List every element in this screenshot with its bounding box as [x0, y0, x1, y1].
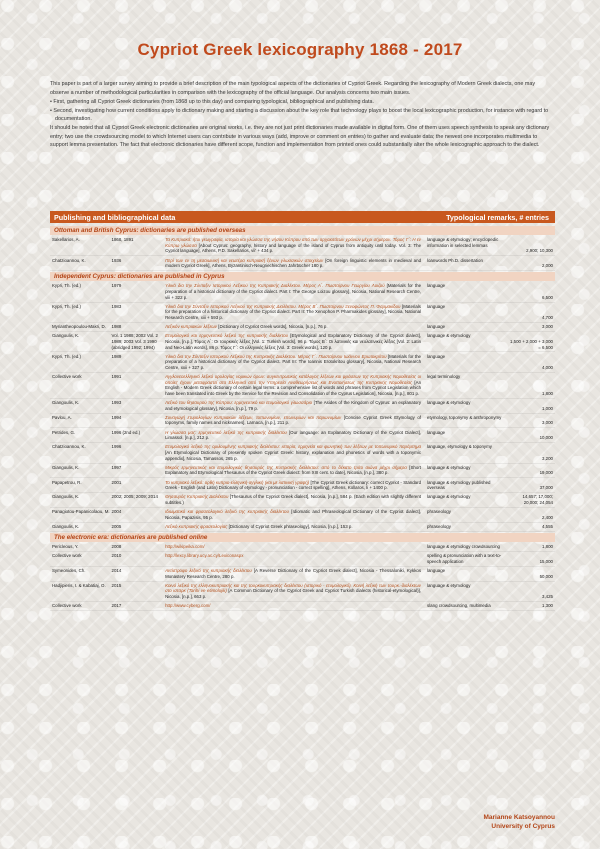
author-cell: Symeonides, Ch.: [52, 568, 86, 574]
typology-cell: language & etymology published overseas: [427, 479, 491, 491]
table-header: [50, 211, 555, 223]
english-title: [The Asides of the Kingdom of Cyprus: an explanatory and etymological glossary], Nicosia, [n.p.], 79 p.: [165, 400, 422, 411]
author-cell: Giangoulis, K.: [52, 494, 80, 500]
typology-cell: language, etymology & toponymy: [427, 444, 492, 450]
typology-cell: language & etymology crowdsourcing: [427, 544, 500, 550]
author-name: Marianne Katsoyannou: [483, 814, 555, 821]
author-cell: Panagiotou-Papanicolaou, M.: [52, 509, 110, 515]
title-cell: [165, 304, 427, 321]
entries-cell: 1,800: [542, 544, 553, 550]
entries-cell: 14,657; 17,000; 20,000; 24,054: [522, 494, 553, 505]
author-cell: Collective work: [52, 553, 82, 559]
year-cell: 1936: [111, 257, 122, 263]
title-cell: [165, 374, 427, 396]
english-title: [Our language: an Explanatory Dictionary of the Cypriot Dialect], Limassol, [n.p.], 212 p.: [165, 429, 422, 441]
title-cell: [165, 333, 427, 350]
author-cell: Papapetrou, R.: [52, 479, 82, 485]
entries-cell: 37,000: [539, 485, 553, 491]
english-title: [On foreign linguistic elements in medieval and modern Cypriot Greek], Athens, Byzantinisch-Neugriechischen Jahrbücher 180 p.: [165, 257, 422, 269]
table-row: [50, 582, 555, 602]
title-cell: [165, 430, 427, 441]
title-cell: [165, 494, 427, 505]
typology-cell: phraseology: [427, 523, 451, 529]
year-cell: 1979: [111, 283, 122, 289]
greek-title: Το κυπριακό λεξικό: ορθή κυπριο-ελληνική-αγγλική (και με λατινική γραφή): [165, 479, 310, 485]
dictionary-table: [50, 225, 555, 611]
author-cell: Pavlou, A.: [52, 414, 72, 420]
intro-paragraph-1: This paper is part of a larger survey aiming to provide a brief description of the main typological aspects of the dictionaries of Cypriot Greek. Regarding the lexicography of Modern Greek dialects, one may observe a number of methodological particularities in comparison with the lexicography of the official language. Our analysis concerns two main issues.: [50, 81, 536, 96]
year-cell: 1991: [111, 374, 122, 380]
greek-title: Περί των εν τη μεσαιωνική και νεωτέρα κυπριακή ξένων γλωσσικών στοιχείων: [165, 257, 324, 263]
greek-title: Αγγλονεοελληνικό λεξικό ορολογίας νομικών όρων: συγκεντρωτικός κατάλογος λέξεων και φράσεων της Κυπριακής Νομοθεσίας οι οποίες έχουν μεταφραστεί στα Ελληνικά από την Υπηρεσία Αναθεωρήσεως και Ενοποιήσεως της Κυπριακής Νομοθεσίας: [165, 374, 422, 385]
english-title: [Dictionary of Cypriot Greek words], Nicosia, [n.p.], 76 p.: [217, 324, 328, 330]
entries-cell: 19,000: [539, 470, 553, 476]
english-title: [A Common Dictionary of the Cypriot Greek and Cypriot Turkish dialects (historical-etymological)], Nicosia, [n.p.], 663 p.: [165, 588, 422, 600]
typology-cell: legal terminology: [427, 374, 461, 380]
intro-text: [50, 80, 555, 151]
author-cell: Giangoulis, K.: [52, 464, 80, 470]
typology-cell: language & etymology: [427, 333, 471, 339]
title-cell: [165, 415, 427, 426]
year-cell: 1983: [111, 303, 122, 309]
greek-title: Ετυμολογικό και ερμηνευτικό λεξικό της κυπριακής διαλέκτου: [165, 333, 289, 339]
typology-cell: language: [427, 568, 446, 574]
year-cell: 2015: [111, 582, 122, 588]
english-title: [Thesaurus of the Cypriot Greek dialect], Nicosia, [n.p.], 584 p. (Each edition with slightly different subtitles.): [165, 494, 422, 505]
title-cell: [165, 480, 427, 491]
dictionary-link[interactable]: http://www.cyberg.com/: [165, 603, 211, 609]
english-title: [Materials for the preparation of a historical dictionary of the Cypriot dialect. Part II: The Xenophon P. Pharmakides glossary], Nicosia, National Research Centre, xiii + 593 p.: [165, 303, 422, 321]
author-cell: Chatzioannou, K.: [52, 257, 86, 263]
entries-cell: 3,000: [542, 420, 553, 426]
typology-cell: phraseology: [427, 509, 451, 515]
english-title: [Materials for the preparation of a historical dictionary of the Cypriot dialect. Part III: The Ioannis Erotokritou glossary], Nicosia, National Research Centre, xxii + 327 p.: [165, 353, 422, 370]
entries-cell: 4,700: [542, 315, 553, 321]
entries-cell: 6,500: [542, 294, 553, 300]
greek-title: Ετυμολογικό λεξικό της ομιλουμένης κυπριακής διαλέκτου: ιστορία, ερμηνεία και φωνητική των λέξεων με τοπωνυμικό παράρτημα: [165, 444, 422, 450]
entries-cell: 3,000: [542, 324, 553, 330]
author-cell: Collective work: [52, 603, 82, 609]
typology-cell: language: [427, 429, 446, 435]
title-cell: [165, 237, 427, 254]
table-row: [50, 478, 555, 493]
table-row: [50, 464, 555, 479]
title-cell: [165, 603, 427, 609]
author-cell: Kypri, Th. (ed.): [52, 353, 81, 359]
entries-cell: 2,000: [542, 263, 553, 269]
title-cell: [165, 283, 427, 300]
table-row: [50, 303, 555, 323]
greek-title: Αντίστροφο λεξικό της κυπριακής διαλέκτου: [165, 568, 252, 574]
title-cell: [165, 444, 427, 461]
typology-cell: language & etymology: [427, 464, 471, 470]
author-cell: Collective work: [52, 374, 82, 380]
entries-cell: 15,000: [539, 558, 553, 564]
author-cell: Myriantheopoulou-Makri, D.: [52, 324, 106, 330]
typology-cell: slang crowdsourcing, multimedia: [427, 603, 491, 609]
title-cell: [165, 354, 427, 371]
year-cell: 2010: [111, 553, 122, 559]
english-title: [A Reverse Dictionary of the Cypriot Greek dialect], Nicosia - Thessaloniki, Kykkos Monastery Research Centre, 280 p.: [165, 568, 422, 579]
table-row: [50, 508, 555, 523]
author-cell: Hadjipieris, I. & Kabatiaj, O.: [52, 582, 106, 588]
typology-cell: language: [427, 353, 446, 359]
typology-cell: language & etymology: [427, 494, 471, 500]
typology-cell: language & etymology; encyclopedic information in selected lemmas: [427, 237, 499, 248]
typology-cell: language: [427, 324, 446, 330]
greek-title: Υλικά δια την Σύνταξιν Ιστορικού Λεξικού της Κυπριακής Διαλέκτου. Μέρος Γ΄. Πωσταίρνου Ιωάννου Ερωτοκρίτου: [165, 353, 387, 359]
table-row: [50, 236, 555, 256]
year-cell: 2017: [111, 603, 122, 609]
greek-title: Συναγωγή ετυμολογίων Κυπριακών λέξεων, τοπωνυμίων, επωνυμίων και παρωνυμίων: [165, 414, 342, 420]
greek-title: Θησαυρός Κυπριακής Διαλέκτου: [165, 494, 229, 500]
table-row: [50, 443, 555, 463]
entries-cell: 50,000: [539, 573, 553, 579]
table-row: [50, 552, 555, 567]
english-title: [About Cyprus: geography, history and language of the island of Cyprus from antiquity until today. Vol. 3: The Cypriot language], Athens, P.D. Sakellarios, vii' + 434 p.: [165, 242, 422, 254]
entries-cell: 1,300: [542, 603, 553, 609]
dictionary-link[interactable]: http://lexcy.library.ucy.ac.cy/Lexiconaspx: [165, 553, 244, 559]
dictionary-link[interactable]: http://wikipeika.com/: [165, 544, 205, 550]
page-title: Cypriot Greek lexicography 1868 - 2017: [137, 40, 463, 59]
english-title: [An English - Modern Greek dictionary of certain legal terms: a comprehensive list of words and phrases from Cypriot Legislation which have been translated into Greek by the Service for the Revision and Consolidation of the Cyprus Legislation], Nicosia, [n.p.], 801 p.: [165, 379, 422, 396]
intro-bullet-1: • First, gathering all Cypriot Greek dictionaries (from 1868 up to this day) and comparing typological, bibliographical and publishing data.: [50, 99, 375, 106]
table-row: [50, 602, 555, 611]
table-row: [50, 323, 555, 332]
section-heading: The electronic era: dictionaries are published online: [50, 533, 555, 542]
english-title: [Materials for the preparation of a historical dictionary of the Cypriot dialect. Part I: The George Loizou glossary], Nicosia, National Research Centre, viii + 322 p.: [165, 283, 422, 300]
title-cell: [165, 524, 427, 530]
entries-cell: 2,400: [542, 514, 553, 520]
intro-paragraph-2: It should be noted that all Cypriot Greek electronic dictionaries are original works, i.e. they are not just print dictionaries made available in digital form. One of them uses speech synthesis to speak any dictionary entry; two use the crowdsourcing model to which Internet users can contribute in various ways (add, improve or comment on entries) to gather and evaluate data; the newest one incorporates multimedia to support lemma presentation. The fact that electronic dictionaries have different scope, function and implementation from printed ones could substantially alter the whole lexicographic approach to the dialect.: [50, 124, 550, 149]
year-cell: 2005: [111, 523, 122, 529]
english-title: [Concise Cypriot Greek Etymology of toponyms, family names and nicknames], Larnaca, [n.p.], 211 p.: [165, 414, 422, 426]
author-cell: Kypri, Th. (ed.): [52, 303, 81, 309]
year-cell: 1994: [111, 414, 122, 420]
author-cell: Giangoulis, K.: [52, 523, 80, 529]
author-cell: Chatzioannou, K.: [52, 444, 86, 450]
english-title: [An Etymological Dictionary of presently spoken Cypriot Greek: history, explanation and phonetics of words with a toponymic appendix], Nicosia, Tamassos, 265 p.: [165, 450, 422, 461]
year-cell: 2014: [111, 568, 122, 574]
typology-cell: loanwords Ph.D. dissertation: [427, 257, 483, 263]
greek-title: Ιδιωματικό και φρασεολογικό λεξικό της κυπριακής διαλέκτου: [165, 509, 289, 515]
entries-cell: 10,000: [539, 435, 553, 441]
year-cell: 1989: [111, 353, 122, 359]
entries-cell: 3,200: [542, 455, 553, 461]
greek-title: Τα Κυπριακά: ήτοι γεωγραφία, ιστορία και γλώσσα της νήσου Κύπρου από των αρχαιοτάτων χρόνων μέχρι σήμερον. Τόμος Γ΄: Η εν Κύπρω γλώσσα: [165, 237, 422, 248]
author-cell: Giangoulis, K.: [52, 400, 80, 406]
year-cell: 2008: [111, 544, 122, 550]
year-cell: 1996: [111, 444, 122, 450]
entries-cell: 1,500 + 2,000 + 3,000 = 6,500: [510, 338, 553, 350]
greek-title: Λεξικό του θησαυρού της Κύπρου: ερμηνευτικό και ετυμολογικό γλωσσάριο: [165, 400, 313, 406]
year-cell: Vol. 1 1988; 2002 Vol. 2 1989; 2003 Vol. 3 1990 (abridged 1992; 1994): [111, 333, 158, 350]
typology-cell: spelling & pronunciation with a text-to-speech application: [427, 553, 502, 564]
english-title: [Idiomatic and Phraseological Dictionary of the Cypriot dialect], Nicosia, Papazisis, 95 p.: [165, 509, 422, 520]
table-row: [50, 567, 555, 582]
title-cell: [165, 568, 427, 579]
entries-cell: 4,555: [542, 523, 553, 529]
title-cell: [165, 544, 427, 550]
title-cell: [165, 509, 427, 520]
year-cell: 2004: [111, 509, 122, 515]
year-cell: 1996 (2nd ed.): [111, 429, 141, 435]
typology-cell: language & etymology: [427, 400, 471, 406]
title-cell: [165, 400, 427, 411]
author-cell: Kypri, Th. (ed.): [52, 283, 81, 289]
author-cell: Petrides, G.: [52, 429, 76, 435]
table-row: [50, 352, 555, 372]
author-cell: Giangoulis, K.: [52, 333, 80, 339]
entries-cell: 1,800: [542, 390, 553, 396]
table-row: [50, 399, 555, 414]
signature: [483, 813, 555, 831]
section-heading: Independent Cyprus: dictionaries are published in Cyprus: [50, 272, 555, 281]
intro-bullet-2: • Second, investigating how current conditions apply to dictionary making and starting a discussion about the key role that technology plays to boost the local lexicographic production, for instance with regard to documentation.: [50, 107, 549, 123]
table-row: [50, 332, 555, 352]
year-cell: 1868, 1891: [111, 237, 134, 243]
entries-cell: 4,000: [542, 364, 553, 370]
table-row: [50, 543, 555, 552]
year-cell: 2001: [111, 479, 122, 485]
header-right: Typological remarks, # entries: [446, 212, 549, 222]
author-cell: Pericleous, Y.: [52, 544, 79, 550]
intro-bullets: [50, 98, 555, 124]
title-cell: [165, 553, 427, 564]
title-cell: [165, 465, 427, 476]
typology-cell: language & etymology: [427, 582, 471, 588]
year-cell: 2002; 2005; 2009; 2014: [111, 494, 158, 500]
table-row: [50, 523, 555, 532]
greek-title: Λεξικόν κυπριακών λέξεων: [165, 324, 217, 330]
table-row: [50, 373, 555, 399]
greek-title: Υλικά δια την Σύνταξιν Ιστορικού Λεξικού της Κυπριακής Διαλέκτου. Μέρος Α΄. Πωσταίρνου Γεωργίου Λοιζού: [165, 283, 385, 289]
title-cell: [165, 324, 427, 330]
greek-title: Κοινό λεξικό της ελληνοκυπριακής και της τουρκοκυπριακής διαλέκτου (ιστορικό - ετυμολογικό). Κοινή λεξική των τουρκ.-διαλέκτων στο ισταρκ (Tarihi ve etimolojik): [165, 582, 422, 594]
title-cell: [165, 583, 427, 600]
year-cell: 1988: [111, 324, 122, 330]
entries-cell: 1,000: [542, 405, 553, 411]
table-row: [50, 414, 555, 429]
english-title: [Short Explanatory and Etymological Thesaurus of the Cypriot Greek dialect: from XIII cent. to date], Nicosia, [n.p.], 380 p.: [165, 464, 422, 476]
typology-cell: etymology, toponymy & anthroponymy: [427, 414, 502, 420]
entries-cell: 3,425: [542, 594, 553, 600]
greek-title: Η γλώσσα μας: ερμηνευτικό λεξικό της κυπριακής διαλέκτου: [165, 429, 287, 435]
typology-cell: language: [427, 283, 446, 289]
author-affiliation: University of Cyprus: [491, 823, 555, 830]
table-row: [50, 493, 555, 508]
greek-title: Λεξικό κυπριακής φρασεολογίας: [165, 523, 228, 529]
typology-cell: language: [427, 303, 446, 309]
author-cell: Sakellarios, A.: [52, 237, 80, 243]
english-title: [Etymological and Explanatory Dictionary of the Cypriot dialect], Nicosia, [n.p.], Τόμος Α΄: Οι τουρκικές λέξεις [Vol. 1: Turkish words], 96 p. Τόμος Β΄: Οι λατινικές και νεολατινικές λέξεις [Vol. 2: Latin and Neo-Latin words], 86 p. Τόμος Γ΄: Οι ελληνικές λέξεις [Vol. 3: Greek words], 120 p.: [165, 333, 422, 350]
greek-title: Υλικά δια την Σύνταξιν Ιστορικού Λεξικού της Κυπριακής Διαλέκτου. Μέρος Β΄. Πωσταίρνου Ξενοφώντος Π. Φαρμακίδου: [165, 303, 401, 309]
greek-title: Μικρός ερμηνευτικός και ετυμολογικός θησαυρός της Κυπριακής διαλέκτου: από το δέκατο τρίτο αιώνα μέχρι σήμερα: [165, 464, 407, 470]
year-cell: 1997: [111, 464, 122, 470]
year-cell: 1993: [111, 400, 122, 406]
table-row: [50, 428, 555, 443]
entries-cell: 2,900; 10,300: [526, 248, 553, 254]
section-heading: Ottoman and British Cyprus: dictionaries are published overseas: [50, 226, 555, 235]
table-row: [50, 282, 555, 302]
english-title: [Dictionary of Cypriot Greek phraseology], Nicosia, [n.p.], 153 p.: [227, 523, 353, 529]
title-cell: [165, 258, 427, 269]
header-left: Publishing and bibliographical data: [54, 212, 176, 222]
english-title: [The Cypriot Greek dictionary: correct Cypriot - Standard Greek - English (and Latin) Dictionary of etymology - pronunciation - correct spelling], Athens, Kollaros, li + 1400 p.: [165, 479, 422, 491]
table-row: [50, 256, 555, 271]
